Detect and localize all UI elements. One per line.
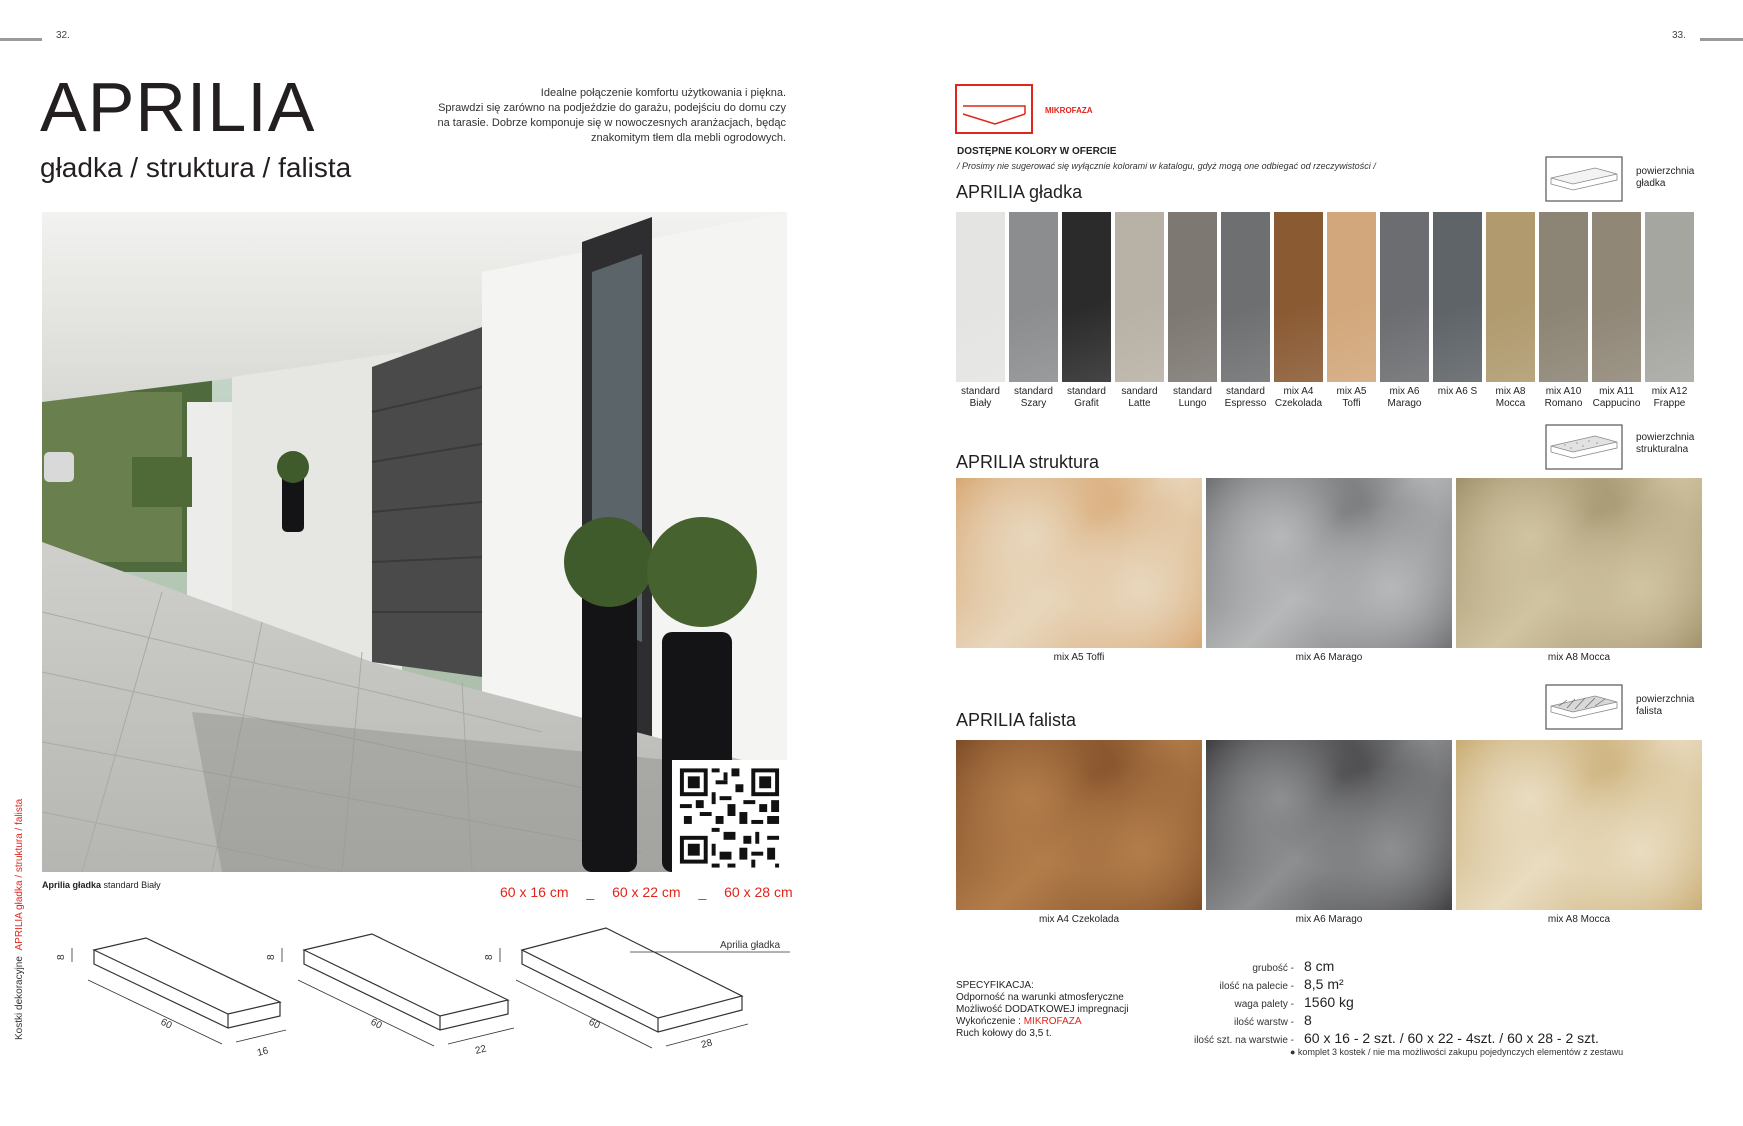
swatch-label [1067,386,1106,410]
color-swatch [1168,212,1217,410]
swatch-chip [1592,212,1641,382]
swatch-label [1438,386,1477,398]
swatch-label [1225,386,1267,410]
color-swatch [956,212,1005,410]
intro-text [380,86,786,146]
photo-caption [42,880,161,890]
spec-title: SPECYFIKACJA: [956,980,1034,991]
brick-1-height: 8 [56,954,67,960]
swatch-label [1388,386,1422,410]
section-heading-falista: APRILIA falista [956,710,1077,730]
surface-label-line: falista [1636,706,1663,717]
size-item: 60 x 28 cm [724,884,793,900]
swatch-label-line: Grafit [1074,398,1099,409]
swatch-chip [1380,212,1429,382]
mikrofaza-icon [955,84,1033,134]
swatch-chip [1327,212,1376,382]
texture-tile [1456,478,1702,663]
brick-callout-label: Aprilia gładka [720,940,781,951]
color-swatch [1645,212,1694,410]
swatch-label [1593,386,1641,410]
swatch-label-line: Cappucino [1592,398,1641,409]
brick-3-height: 8 [484,954,495,960]
texture-tile [956,740,1202,925]
surface-label-line: powierzchnia [1636,694,1695,705]
param-row [1120,958,1702,976]
surface-label-line: strukturalna [1636,444,1689,455]
swatch-label-line: standard [1173,386,1212,397]
size-list [500,884,793,900]
tile-label: mix A8 Mocca [1547,914,1611,925]
swatch-label-line: mix A12 [1651,386,1688,397]
color-swatch [1539,212,1588,410]
texture-tile [1206,740,1452,925]
swatch-label [1545,386,1583,410]
color-swatch-row [956,212,1694,410]
swatch-chip [1009,212,1058,382]
swatch-label [1121,386,1157,410]
swatch-chip [1539,212,1588,382]
param-key: ilość na palecie - [1219,981,1294,992]
swatch-label-line: Marago [1387,398,1422,409]
available-colors-note: / Prosimy nie sugerować się wyłącznie kolorami w katalogu, gdyż mogą one odbiegać od rzeczywistości / [957,161,1376,171]
page-number-right: 33. [1672,30,1686,41]
param-row [1120,1012,1702,1030]
param-row [1120,1030,1702,1048]
color-swatch [1486,212,1535,410]
param-value: 60 x 16 - 2 szt. / 60 x 22 - 4szt. / 60 x 28 - 2 szt. [1304,1030,1599,1046]
swatch-label-line: standard [1014,386,1053,397]
surface-label-line: gładka [1636,178,1666,189]
color-swatch [1115,212,1164,410]
param-value: 8,5 m² [1304,976,1344,992]
param-key: ilość warstw - [1233,1017,1294,1028]
swatch-chip [1645,212,1694,382]
param-key: ilość szt. na warstwie - [1193,1035,1294,1046]
param-row [1120,976,1702,994]
tile-label: mix A5 Toffi [1053,652,1105,663]
swatch-label [1014,386,1053,410]
qr-code[interactable] [672,760,787,872]
swatch-chip [1486,212,1535,382]
intro-line: Sprawdzi się zarówno na podjeździe do garażu, podejściu do domu czy [438,102,786,114]
spec-line: Ruch kołowy do 3,5 t. [956,1028,1052,1039]
page-rule-left [0,38,42,41]
param-key: waga palety - [1234,999,1294,1010]
swatch-label [1652,386,1688,410]
swatch-label [961,386,1000,410]
swatch-label-line: Czekolada [1274,398,1323,409]
surface-wavy-icon [1545,684,1623,730]
color-swatch [1592,212,1641,410]
size-item: 60 x 16 cm [500,884,569,900]
swatch-label [1173,386,1212,410]
swatch-chip [1168,212,1217,382]
texture-sample [1456,478,1702,648]
tile-label: mix A8 Mocca [1547,652,1611,663]
spec-line: Odporność na warunki atmosferyczne [956,992,1124,1003]
spec-line [956,1016,1129,1028]
texture-tile [956,478,1202,663]
swatch-chip [1062,212,1111,382]
size-separator: _ [698,884,707,900]
tile-label: mix A4 Czekolada [1038,914,1120,925]
brick-top [94,938,280,1014]
side-section-label [14,799,25,1040]
texture-sample [956,478,1202,648]
product-title: APRILIA [40,68,316,146]
size-separator: _ [586,884,595,900]
param-key: grubość - [1252,963,1294,974]
side-label-prefix: Kostki dekoracyjne [14,956,25,1040]
product-subtitle: gładka / struktura / falista [40,152,352,183]
color-swatch [1327,212,1376,410]
swatch-chip [1433,212,1482,382]
param-value: 1560 kg [1304,994,1354,1010]
brick-3-length: 60 [586,1016,602,1032]
param-value: 8 cm [1304,958,1335,974]
texture-tile [1456,740,1702,925]
size-item: 60 x 22 cm [612,884,681,900]
surface-structured-label [1636,432,1694,456]
caption-product: Aprilia gładka [42,880,102,890]
swatch-label-line: mix A6 [1389,386,1420,397]
section-heading-struktura: APRILIA struktura [956,452,1100,472]
spec-finish-value: MIKROFAZA [1023,1016,1082,1027]
color-swatch [1380,212,1429,410]
brick-dimension-drawings [50,920,795,1070]
brick-1-width: 16 [256,1045,270,1059]
swatch-label-line: mix A8 [1495,386,1526,397]
swatch-label-line: mix A10 [1545,386,1582,397]
surface-wavy-label [1636,694,1694,718]
color-swatch [1009,212,1058,410]
texture-sample [1206,740,1452,910]
surface-smooth-label [1636,166,1694,190]
swatch-chip [1221,212,1270,382]
spec-finish-label: Wykończenie : [956,1016,1024,1027]
brick-2-height: 8 [266,954,277,960]
tile-label: mix A6 Marago [1295,652,1363,663]
intro-line: na tarasie. Dobrze komponuje się w nowoczesnych aranżacjach, będąc [437,117,786,129]
swatch-label-line: mix A4 [1283,386,1314,397]
available-colors-title: DOSTĘPNE KOLORY W OFERCIE [957,146,1117,157]
brick-2-length: 60 [368,1016,384,1032]
side-label-product: APRILIA gładka / struktura / falista [14,798,25,951]
swatch-label-line: standard [961,386,1000,397]
swatch-label-line: Toffi [1342,398,1361,409]
texture-sample [1456,740,1702,910]
brick-2-width: 22 [474,1043,488,1057]
color-swatch [1274,212,1323,410]
falista-tile-row [956,740,1702,925]
mikrofaza-label: MIKROFAZA [1045,106,1093,115]
swatch-chip [956,212,1005,382]
texture-sample [1206,478,1452,648]
swatch-chip [1115,212,1164,382]
texture-tile [1206,478,1452,663]
struktura-tile-row [956,478,1702,663]
footnote: ● komplet 3 kostek / nie ma możliwości zakupu pojedynczych elementów z zestawu [1290,1047,1624,1057]
qr-code-graphic [672,760,787,872]
swatch-label-line: Lungo [1178,398,1207,409]
intro-line: Idealne połączenie komfortu użytkowania i piękna. [540,87,786,99]
caption-color: standard Biały [103,880,161,890]
swatch-label-line: Frappe [1653,398,1686,409]
texture-sample [956,740,1202,910]
swatch-label-line: standard [1067,386,1106,397]
surface-label-line: powierzchnia [1636,432,1695,443]
swatch-label [1495,386,1525,410]
color-swatch [1221,212,1270,410]
brick-3-width: 28 [700,1037,714,1051]
swatch-label-line: mix A5 [1336,386,1367,397]
surface-structured-icon [1545,424,1623,470]
surface-label-line: powierzchnia [1636,166,1695,177]
color-swatch [1433,212,1482,410]
page-rule-right [1700,38,1743,41]
param-value: 8 [1304,1012,1312,1028]
swatch-label-line: sandard [1121,386,1158,397]
section-heading-gladka: APRILIA gładka [956,182,1083,202]
intro-line: znakomitym tłem dla mebli ogrodowych. [590,132,786,144]
swatch-label-line: Espresso [1224,398,1267,409]
swatch-label [1275,386,1322,410]
swatch-label [1336,386,1366,410]
brick-1-length: 60 [158,1016,174,1032]
spec-line: Możliwość DODATKOWEJ impregnacji [956,1004,1129,1015]
swatch-label-line: Romano [1544,398,1583,409]
swatch-label-line: mix A6 S [1437,386,1478,397]
swatch-label-line: Szary [1020,398,1047,409]
swatch-label-line: Latte [1128,398,1151,409]
tile-label: mix A6 Marago [1295,914,1363,925]
param-row [1120,994,1702,1012]
surface-smooth-icon [1545,156,1623,202]
product-parameters [1120,958,1702,1048]
swatch-label-line: standard [1226,386,1265,397]
swatch-chip [1274,212,1323,382]
swatch-label-line: Mocca [1495,398,1526,409]
page-number-left: 32. [56,30,70,41]
swatch-label-line: Biały [969,398,992,409]
swatch-label-line: mix A11 [1599,386,1634,397]
specification-block [956,980,1129,1040]
color-swatch [1062,212,1111,410]
